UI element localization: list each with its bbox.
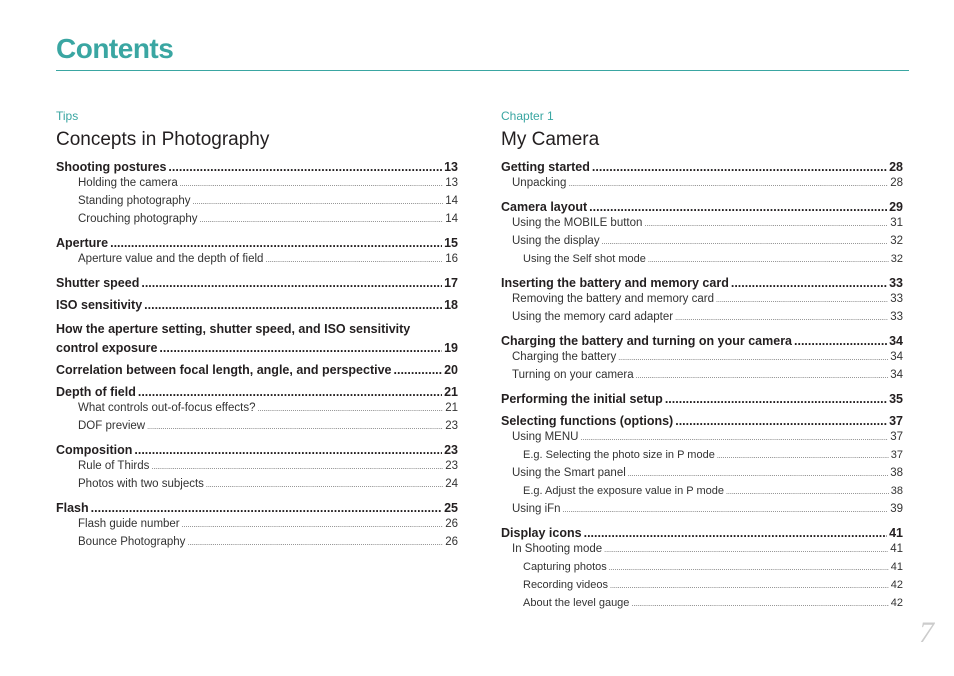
toc-page-number: 26 xyxy=(445,536,458,548)
toc-entry-title: Holding the camera xyxy=(78,177,178,189)
toc-entry-title: Standing photography xyxy=(78,195,191,207)
toc-page-number: 29 xyxy=(889,200,903,214)
toc-entry[interactable] xyxy=(56,235,458,251)
toc-entry-title: Using the memory card adapter xyxy=(512,311,674,323)
toc-page-number: 37 xyxy=(890,431,903,443)
toc-subentry[interactable] xyxy=(56,175,458,193)
toc-subentry[interactable] xyxy=(501,291,903,309)
toc-subentry[interactable] xyxy=(56,193,458,211)
toc-entry-title: Using the Smart panel xyxy=(512,467,626,479)
toc-entry-title: Getting started xyxy=(501,160,590,174)
toc-page-number: 39 xyxy=(890,503,903,515)
dot-leader xyxy=(193,193,444,211)
toc-subentry[interactable] xyxy=(501,309,903,327)
dot-leader xyxy=(665,391,887,407)
toc-page-number: 38 xyxy=(890,485,903,497)
toc-entry-title: Rule of Thirds xyxy=(78,460,150,472)
dot-leader xyxy=(180,175,443,193)
toc-entry-title: Charging the battery and turning on your camera xyxy=(501,334,793,348)
chapter-title: Concepts in Photography xyxy=(56,129,270,150)
toc-subentry[interactable] xyxy=(501,429,903,447)
dot-leader xyxy=(609,559,889,577)
dot-leader xyxy=(589,199,887,215)
dot-leader xyxy=(610,577,889,595)
toc-page-number: 41 xyxy=(890,561,903,573)
toc-entry[interactable] xyxy=(501,333,903,349)
toc-page-number: 23 xyxy=(445,420,458,432)
toc-entry-line[interactable] xyxy=(56,340,458,356)
toc-entry-title: Flash xyxy=(56,501,89,515)
toc-page-number: 35 xyxy=(889,392,903,406)
toc-entry-title: Using MENU xyxy=(512,431,579,443)
toc-page-number: 41 xyxy=(889,526,903,540)
toc-list xyxy=(501,159,903,613)
dot-leader xyxy=(731,275,887,291)
toc-page-number: 24 xyxy=(445,478,458,490)
toc-page-number: 37 xyxy=(889,414,903,428)
toc-entry-title: Shooting postures xyxy=(56,160,167,174)
toc-entry-title: Performing the initial setup xyxy=(501,392,663,406)
dot-leader xyxy=(675,413,887,429)
toc-subentry[interactable] xyxy=(501,483,903,501)
toc-subentry[interactable] xyxy=(501,559,903,577)
page-number: 7 xyxy=(919,616,934,649)
toc-entry-title: Selecting functions (options) xyxy=(501,414,674,428)
toc-page-number: 19 xyxy=(444,341,458,355)
toc-page-number: 28 xyxy=(890,177,903,189)
toc-subentry[interactable] xyxy=(501,447,903,465)
toc-subentry[interactable] xyxy=(501,175,903,193)
dot-leader xyxy=(134,442,442,458)
dot-leader xyxy=(717,447,889,465)
toc-page-number: 25 xyxy=(444,501,458,515)
toc-subentry[interactable] xyxy=(501,501,903,519)
toc-entry-title: Inserting the battery and memory card xyxy=(501,276,729,290)
toc-entry[interactable] xyxy=(56,275,458,291)
toc-subentry[interactable] xyxy=(56,476,458,494)
dot-leader xyxy=(602,233,889,251)
toc-entry-title: Camera layout xyxy=(501,200,588,214)
toc-entry-title: ISO sensitivity xyxy=(56,298,143,312)
title-rule xyxy=(56,70,909,71)
dot-leader xyxy=(631,595,888,613)
dot-leader xyxy=(794,333,887,349)
dot-leader xyxy=(159,340,442,356)
toc-entry-title: Using the Self shot mode xyxy=(523,253,646,265)
toc-entry-title: E.g. Selecting the photo size in P mode xyxy=(523,449,715,461)
right-column xyxy=(501,107,903,613)
toc-subentry[interactable] xyxy=(501,595,903,613)
toc-entry-title: Aperture xyxy=(56,236,109,250)
left-column xyxy=(56,107,458,552)
toc-page-number: 34 xyxy=(890,369,903,381)
toc-subentry[interactable] xyxy=(501,215,903,233)
dot-leader xyxy=(648,251,889,269)
dot-leader xyxy=(151,458,443,476)
chapter-title: My Camera xyxy=(501,129,600,150)
toc-subentry[interactable] xyxy=(501,465,903,483)
toc-subentry[interactable] xyxy=(501,577,903,595)
dot-leader xyxy=(206,476,443,494)
toc-entry[interactable] xyxy=(501,413,903,429)
dot-leader xyxy=(604,541,888,559)
toc-entry-title: Depth of field xyxy=(56,385,136,399)
toc-entry-title: DOF preview xyxy=(78,420,146,432)
toc-entry-title: Bounce Photography xyxy=(78,536,186,548)
toc-entry[interactable] xyxy=(56,384,458,400)
dot-leader xyxy=(563,501,889,519)
toc-entry-title: Charging the battery xyxy=(512,351,617,363)
toc-page-number: 33 xyxy=(890,293,903,305)
toc-list xyxy=(56,159,458,552)
toc-entry-title: Display icons xyxy=(501,526,582,540)
toc-entry[interactable] xyxy=(56,319,458,356)
toc-subentry[interactable] xyxy=(501,349,903,367)
toc-page-number: 32 xyxy=(890,235,903,247)
toc-page-number: 26 xyxy=(445,518,458,530)
toc-subentry[interactable] xyxy=(501,367,903,385)
toc-entry[interactable] xyxy=(501,199,903,215)
toc-subentry[interactable] xyxy=(56,516,458,534)
dot-leader xyxy=(394,362,443,378)
toc-subentry[interactable] xyxy=(501,541,903,559)
toc-page-number: 21 xyxy=(444,385,458,399)
toc-entry[interactable] xyxy=(56,362,458,378)
toc-page-number: 23 xyxy=(444,443,458,457)
toc-entry-title: Composition xyxy=(56,443,133,457)
dot-leader xyxy=(644,215,888,233)
toc-page-number: 20 xyxy=(444,363,458,377)
toc-page-number: 13 xyxy=(444,160,458,174)
dot-leader xyxy=(584,525,888,541)
toc-subentry[interactable] xyxy=(56,458,458,476)
chapter-label: Chapter 1 xyxy=(501,109,554,123)
toc-entry-title: About the level gauge xyxy=(523,597,630,609)
dot-leader xyxy=(147,418,443,436)
toc-entry-title: Flash guide number xyxy=(78,518,180,530)
toc-subentry[interactable] xyxy=(501,251,903,269)
toc-entry-title: Crouching photography xyxy=(78,213,198,225)
toc-entry-title: Shutter speed xyxy=(56,276,140,290)
toc-entry-title: Correlation between focal length, angle, and perspective xyxy=(56,363,392,377)
toc-subentry[interactable] xyxy=(56,534,458,552)
toc-page-number: 17 xyxy=(444,276,458,290)
dot-leader xyxy=(138,384,442,400)
chapter-label: Tips xyxy=(56,109,79,123)
toc-entry-title: Using the display xyxy=(512,235,600,247)
dot-leader xyxy=(568,175,888,193)
toc-entry-title: Recording videos xyxy=(523,579,608,591)
toc-page-number: 15 xyxy=(444,236,458,250)
toc-subentry[interactable] xyxy=(56,211,458,229)
toc-page-number: 23 xyxy=(445,460,458,472)
toc-entry-title: In Shooting mode xyxy=(512,543,603,555)
toc-entry-title: E.g. Adjust the exposure value in P mode xyxy=(523,485,724,497)
toc-page-number: 42 xyxy=(890,579,903,591)
toc-entry-title: control exposure xyxy=(56,341,158,355)
toc-page-number: 33 xyxy=(889,276,903,290)
dot-leader xyxy=(726,483,889,501)
toc-subentry[interactable] xyxy=(56,251,458,269)
dot-leader xyxy=(636,367,889,385)
dot-leader xyxy=(110,235,442,251)
toc-entry-title: Turning on your camera xyxy=(512,369,634,381)
dot-leader xyxy=(200,211,444,229)
toc-entry-title: Aperture value and the depth of field xyxy=(78,253,264,265)
toc-entry[interactable] xyxy=(56,297,458,313)
toc-entry-title-line: How the aperture setting, shutter speed, and ISO sensitivity xyxy=(56,322,411,336)
toc-entry-title: Unpacking xyxy=(512,177,567,189)
toc-entry-title: Capturing photos xyxy=(523,561,607,573)
dot-leader xyxy=(91,500,442,516)
toc-page-number: 28 xyxy=(889,160,903,174)
dot-leader xyxy=(182,516,444,534)
toc-entry-title: Using the MOBILE button xyxy=(512,217,643,229)
dot-leader xyxy=(168,159,442,175)
dot-leader xyxy=(675,309,888,327)
dot-leader xyxy=(187,534,443,552)
toc-entry[interactable] xyxy=(501,525,903,541)
toc-page-number: 14 xyxy=(445,213,458,225)
toc-subentry[interactable] xyxy=(501,233,903,251)
toc-subentry[interactable] xyxy=(56,400,458,418)
toc-page-number: 21 xyxy=(445,402,458,414)
toc-entry[interactable] xyxy=(501,275,903,291)
toc-entry-title: Photos with two subjects xyxy=(78,478,204,490)
toc-page-number: 16 xyxy=(445,253,458,265)
toc-entry[interactable] xyxy=(56,159,458,175)
toc-page-number: 33 xyxy=(890,311,903,323)
toc-entry[interactable] xyxy=(56,442,458,458)
dot-leader xyxy=(618,349,888,367)
toc-entry-title: What controls out-of-focus effects? xyxy=(78,402,256,414)
dot-leader xyxy=(592,159,887,175)
toc-entry-title: Removing the battery and memory card xyxy=(512,293,714,305)
dot-leader xyxy=(716,291,888,309)
toc-page-number: 41 xyxy=(890,543,903,555)
toc-page-number: 14 xyxy=(445,195,458,207)
toc-page-number: 34 xyxy=(889,334,903,348)
dot-leader xyxy=(257,400,443,418)
toc-page-number: 42 xyxy=(890,597,903,609)
toc-page-number: 37 xyxy=(890,449,903,461)
toc-page-number: 31 xyxy=(890,217,903,229)
toc-page-number: 13 xyxy=(445,177,458,189)
toc-page-number: 38 xyxy=(890,467,903,479)
toc-page-number: 34 xyxy=(890,351,903,363)
toc-entry[interactable] xyxy=(56,500,458,516)
page-title: Contents xyxy=(56,33,174,64)
dot-leader xyxy=(628,465,888,483)
dot-leader xyxy=(144,297,442,313)
toc-page-number: 32 xyxy=(890,253,903,265)
toc-entry[interactable] xyxy=(501,391,903,407)
dot-leader xyxy=(265,251,443,269)
toc-entry-title: Using iFn xyxy=(512,503,561,515)
toc-subentry[interactable] xyxy=(56,418,458,436)
toc-entry[interactable] xyxy=(501,159,903,175)
dot-leader xyxy=(580,429,888,447)
dot-leader xyxy=(141,275,442,291)
toc-page-number: 18 xyxy=(444,298,458,312)
